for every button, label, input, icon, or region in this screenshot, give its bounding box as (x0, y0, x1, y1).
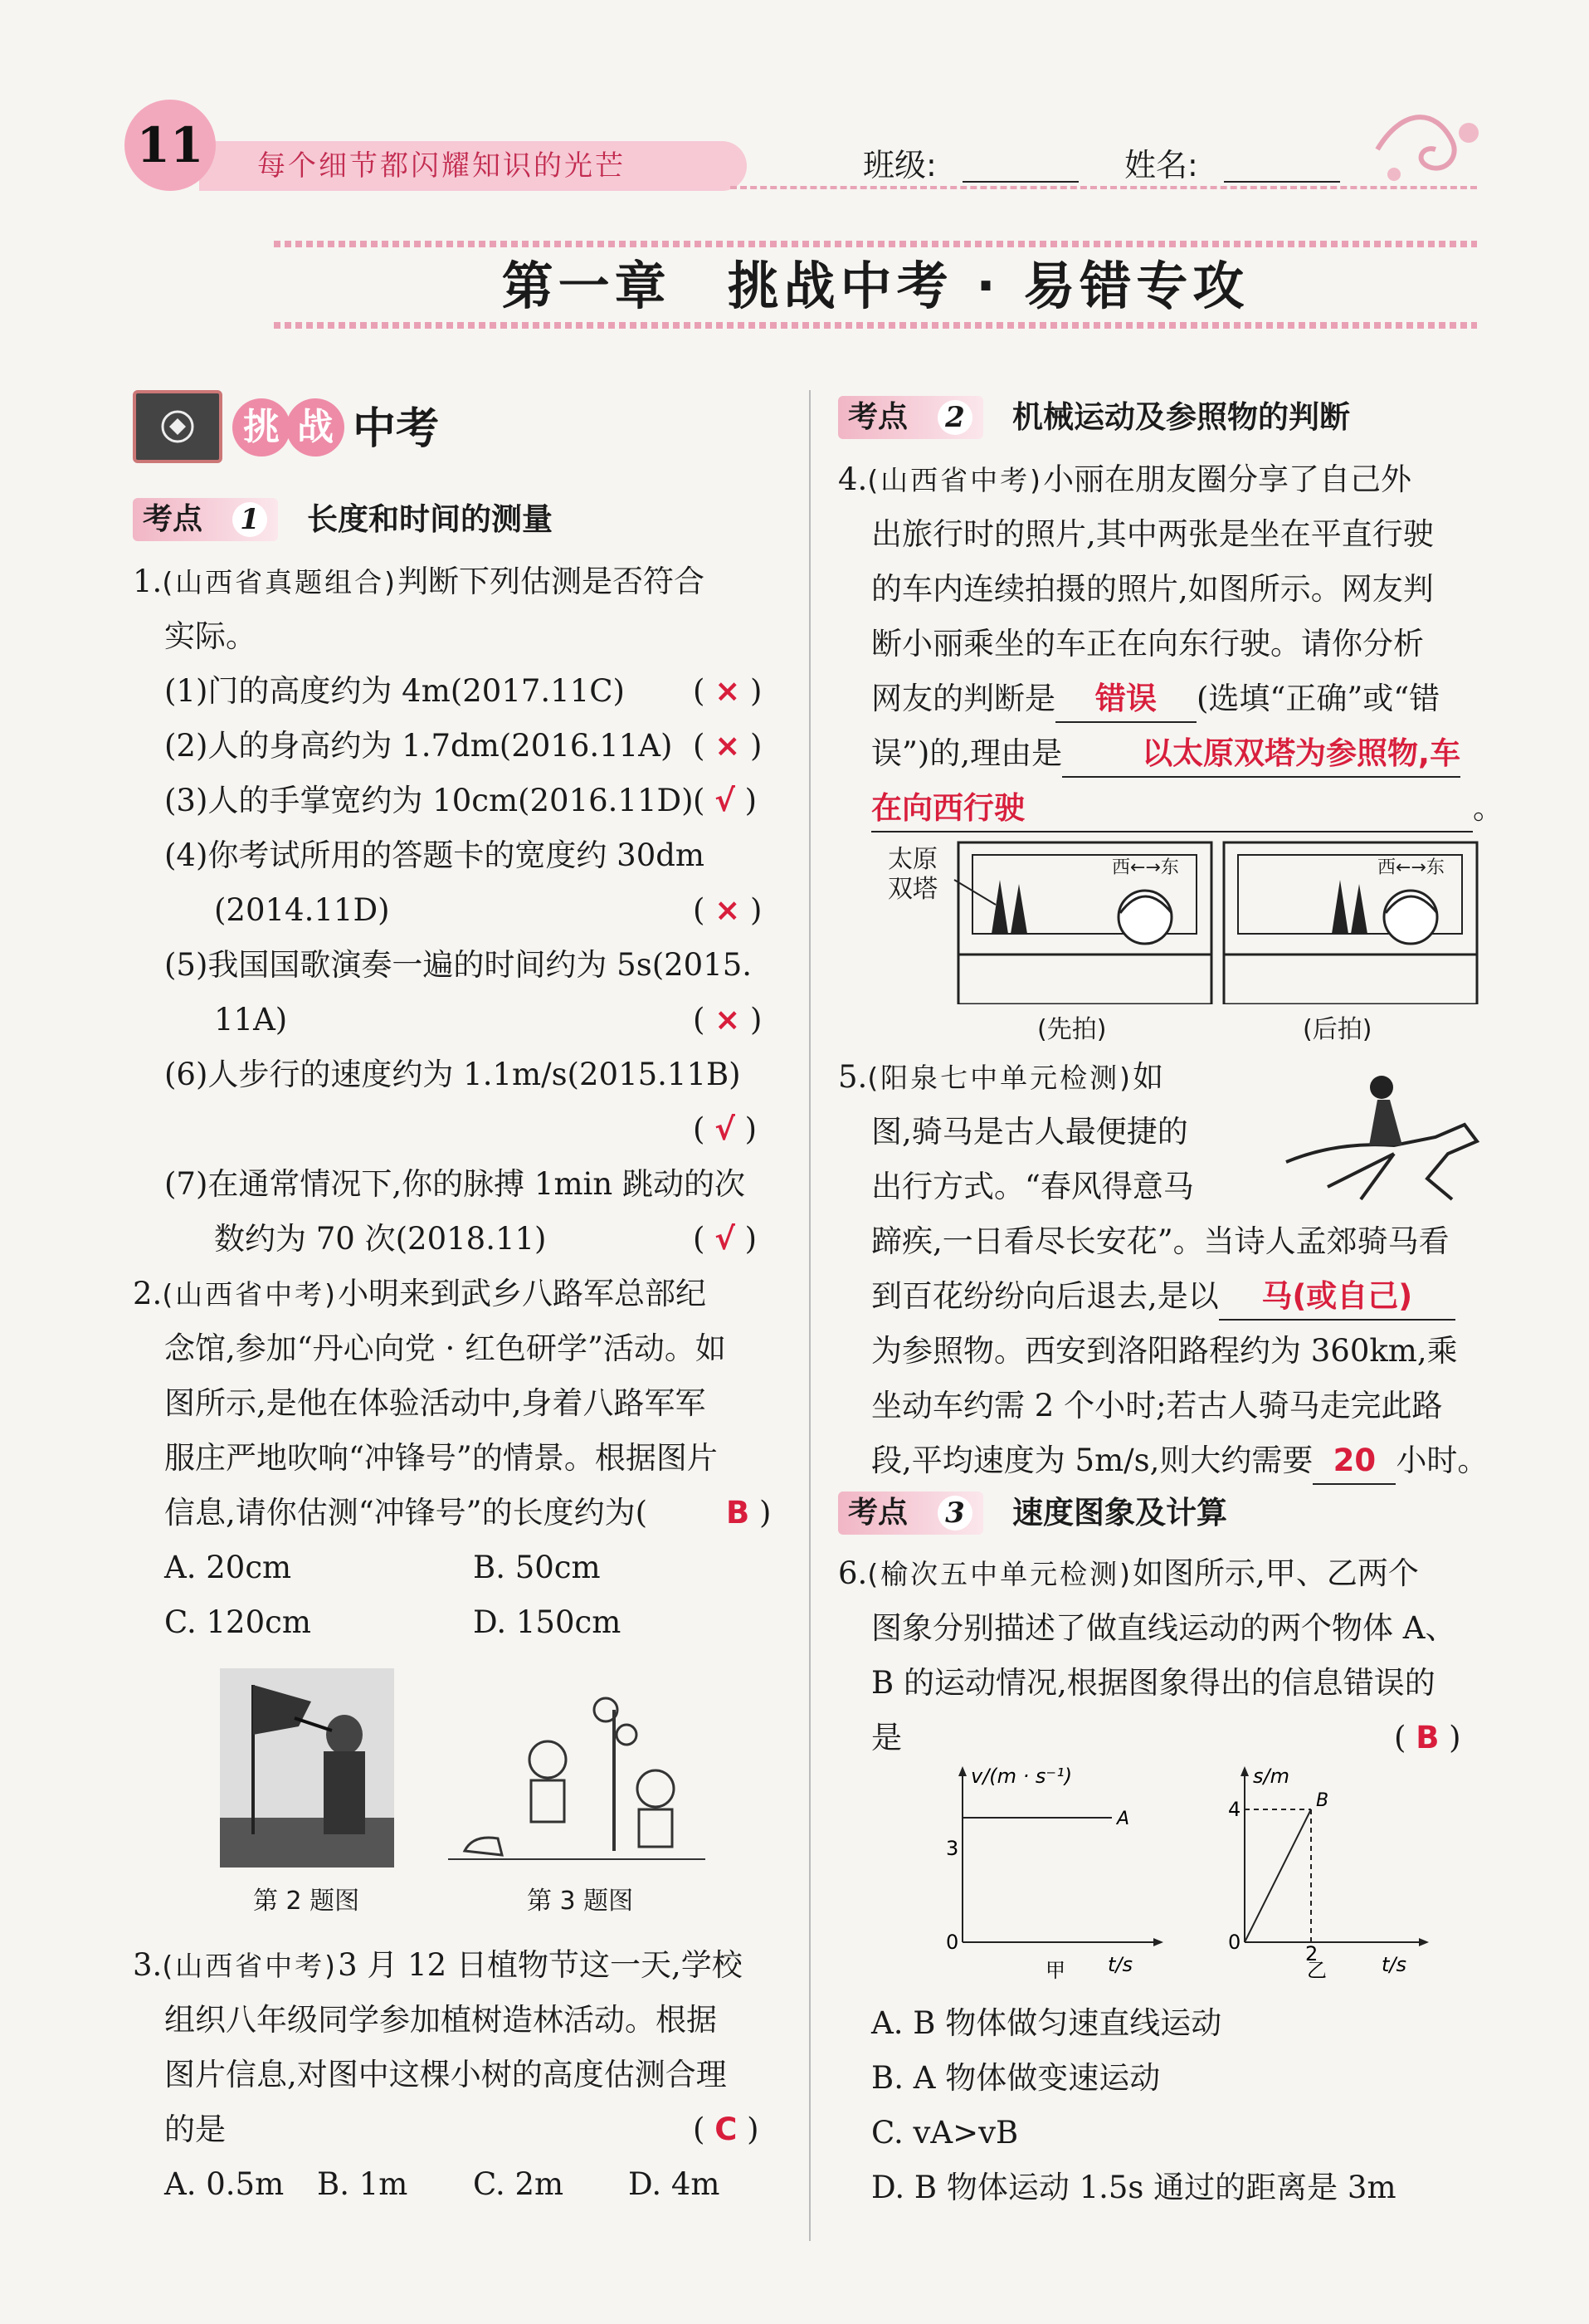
q5-line-3: 出行方式。“春风得意马 (871, 1169, 1194, 1204)
origin-label: 0 (946, 1931, 959, 1954)
question-3-stem: 3.(山西省中考)3 月 12 日植物节这一天,学校 (133, 1947, 743, 1983)
q6-line-3: B 的运动情况,根据图象得出的信息错误的 (871, 1665, 1435, 1701)
class-field[interactable] (963, 143, 1079, 183)
q4-line-2: 出旅行时的照片,其中两张是坐在平直行驶 (871, 516, 1434, 552)
direction-label-2: 西←→东 (1377, 857, 1445, 878)
y-tick-label: 3 (946, 1837, 959, 1860)
q6-answer: ( B ) (1394, 1720, 1461, 1755)
q6-option-d: D. B 物体运动 1.5s 通过的距离是 3m (871, 2170, 1396, 2205)
q3-line-4: 的是 (164, 2112, 226, 2147)
series-b-label: B (1316, 1790, 1329, 1811)
q1-item-1-answer: ( × ) (693, 673, 763, 709)
title-border-bottom (274, 322, 1477, 329)
q1-item-1: (1)门的高度约为 4m(2017.11C) (164, 673, 625, 709)
caption: 甲 (1046, 1959, 1065, 1982)
q5-line-4: 蹄疾,一日看尽长安花”。当诗人孟郊骑马看 (871, 1223, 1450, 1259)
q4-blank-2[interactable]: 以太原双塔为参照物,车 (1062, 731, 1460, 778)
x-axis-label: t/s (1382, 1953, 1406, 1976)
q5-blank-2[interactable]: 20 (1313, 1438, 1396, 1485)
graph-yi (1211, 1760, 1460, 1984)
q2-line-4: 服庄严地吹响“冲锋号”的情景。根据图片 (164, 1440, 718, 1476)
caption-second-photo: (后拍) (1303, 1015, 1372, 1044)
q5-line-6: 为参照物。西安到洛阳路程约为 360km,乘 (871, 1333, 1458, 1369)
q2-option-c: C. 120cm (164, 1604, 311, 1640)
section-title-2: 机械运动及参照物的判断 (1012, 399, 1350, 435)
x-axis-arrow (1153, 1938, 1163, 1946)
q1-item-6: (6)人步行的速度约为 1.1m/s(2015.11B) (164, 1057, 741, 1092)
badge-char-1: 挑 (232, 398, 290, 456)
section-badge-1 (133, 498, 278, 541)
tower-label: 太原双塔 (888, 845, 938, 904)
graph-jia (929, 1760, 1178, 1984)
badge-text: 中考 (353, 404, 440, 454)
q2-line-3: 图所示,是他在体验活动中,身着八路军军 (164, 1385, 706, 1421)
ornament-icon (1369, 100, 1485, 191)
q2-line-5: 信息,请你估测“冲锋号”的长度约为( (164, 1495, 648, 1531)
question-4-stem: 4.(山西省中考)小丽在朋友圈分享了自己外 (838, 461, 1412, 497)
chapter-title: 第一章 挑战中考 · 易错专攻 (501, 256, 1250, 316)
q2-line-2: 念馆,参加“丹心向党 · 红色研学”活动。如 (164, 1330, 726, 1366)
q4-line-5: 网友的判断是 错误 (选填“正确”或“错 (871, 671, 1440, 726)
question-2-stem: 2.(山西省中考)小明来到武乡八路军总部纪 (133, 1276, 707, 1311)
y-tick-label: 4 (1228, 1798, 1241, 1821)
q3-option-a: A. 0.5m (164, 2166, 285, 2202)
q2-figure-caption: 第 2 题图 (253, 1887, 360, 1916)
tree-planting-illustration (448, 1685, 705, 1868)
q1-item-5-line2: 11A) (214, 1002, 288, 1038)
q1-item-4-line2: (2014.11D) (214, 892, 390, 928)
q1-item-5-answer: ( × ) (693, 1002, 763, 1038)
q3-option-b: B. 1m (317, 2166, 408, 2202)
q6-option-b: B. A 物体做变速运动 (871, 2060, 1161, 2096)
q6-option-a: A. B 物体做匀速直线运动 (871, 2005, 1222, 2041)
section-badge-3: 考点 3 (838, 1492, 983, 1535)
y-axis-arrow (1240, 1766, 1249, 1776)
title-border-top (274, 241, 1477, 247)
q6-option-c: C. vA>vB (871, 2115, 1019, 2151)
q2-option-d: D. 150cm (473, 1604, 621, 1640)
q3-line-2: 组织八年级同学参加植树造林活动。根据 (164, 2002, 717, 2038)
question-5-stem: 5.(阳泉七中单元检测)如 (838, 1059, 1164, 1095)
page-number: 11 (124, 100, 216, 191)
q5-line-8: 段,平均速度为 5m/s,则大约需要 20 小时。 (871, 1433, 1488, 1488)
column-divider (809, 390, 811, 2241)
q1-item-3: (3)人的手掌宽约为 10cm(2016.11D) (164, 783, 694, 818)
question-1-stem-line2: 实际。 (164, 618, 256, 654)
section-title-3: 速度图象及计算 (1012, 1495, 1227, 1531)
q3-line-3: 图片信息,对图中这棵小树的高度估测合理 (164, 2057, 727, 2092)
section-badge-2: 考点 2 (838, 396, 983, 439)
q4-line-7: 在向西行驶 。 (871, 781, 1504, 836)
q1-item-3-answer: ( √ ) (693, 783, 758, 818)
q4-line-4: 断小丽乘坐的车正在向东行驶。请你分析 (871, 626, 1424, 662)
x-tick-label: 2 (1305, 1942, 1318, 1965)
direction-label-1: 西←→东 (1112, 857, 1179, 878)
q1-item-7-answer: ( √ ) (693, 1221, 758, 1257)
header-slogan: 每个细节都闪耀知识的光芒 (199, 141, 747, 191)
question-6-stem: 6.(榆次五中单元检测)如图所示,甲、乙两个 (838, 1555, 1419, 1591)
q2-option-b: B. 50cm (473, 1550, 601, 1585)
q6-line-4: 是 (871, 1720, 902, 1755)
q4-line-3: 的车内连续拍摄的照片,如图所示。网友判 (871, 571, 1434, 607)
question-1-stem (133, 554, 704, 610)
horse-rider-illustration (1270, 1062, 1494, 1204)
q2-option-a: A. 20cm (164, 1550, 292, 1585)
q4-blank-2-cont[interactable]: 在向西行驶 (871, 786, 1473, 832)
q5-line-5: 到百花纷纷向后退去,是以 马(或自己) (871, 1269, 1455, 1324)
q1-item-7-line2: 数约为 70 次(2018.11) (214, 1221, 547, 1257)
x-axis-arrow (1419, 1938, 1429, 1946)
q1-item-7: (7)在通常情况下,你的脉搏 1min 跳动的次 (164, 1166, 745, 1202)
blackboard-icon (133, 390, 222, 463)
y-axis-label: v/(m · s⁻¹) (971, 1765, 1073, 1788)
q1-item-2: (2)人的身高约为 1.7dm(2016.11A) (164, 728, 673, 764)
q6-line-2: 图象分别描述了做直线运动的两个物体 A、 (871, 1610, 1456, 1646)
q3-option-c: C. 2m (473, 2166, 564, 2202)
q5-line-7: 坐动车约需 2 个小时;若古人骑马走完此路 (871, 1388, 1443, 1423)
class-label: 班级: (863, 147, 937, 183)
q2-answer: B ) (726, 1495, 772, 1531)
q3-option-d: D. 4m (628, 2166, 720, 2202)
q5-blank-1[interactable]: 马(或自己) (1219, 1274, 1455, 1321)
question-text: 判断下列估测是否符合 (397, 564, 705, 599)
bugler-photo (220, 1668, 394, 1868)
q4-blank-1[interactable]: 错误 (1055, 676, 1197, 723)
badge-char-2: 战 (286, 398, 344, 456)
q1-item-4-answer: ( × ) (693, 892, 763, 928)
section-number: 1 (232, 502, 267, 537)
caption-first-photo: (先拍) (1037, 1015, 1107, 1044)
section-label: 考点 (143, 502, 203, 536)
q1-item-4: (4)你考试所用的答题卡的宽度约 30dm (164, 837, 705, 873)
series-b-line (1245, 1809, 1311, 1942)
name-field[interactable] (1224, 143, 1340, 183)
name-label: 姓名: (1124, 147, 1198, 183)
header-dashed-line (730, 186, 1477, 189)
q3-figure-caption: 第 3 题图 (527, 1887, 634, 1916)
q1-item-6-answer: ( √ ) (693, 1111, 758, 1147)
origin-label: 0 (1228, 1931, 1241, 1954)
q1-item-2-answer: ( × ) (693, 728, 763, 764)
q3-answer: ( C ) (693, 2112, 759, 2147)
y-axis-label: s/m (1253, 1765, 1289, 1788)
x-axis-label: t/s (1108, 1953, 1133, 1976)
q1-item-5: (5)我国国歌演奏一遍的时间约为 5s(2015. (164, 947, 753, 983)
question-number: 1. (133, 564, 163, 599)
section-title-1: 长度和时间的测量 (307, 501, 553, 537)
q5-line-2: 图,骑马是古人最便捷的 (871, 1114, 1188, 1150)
caption: 乙 (1307, 1959, 1327, 1982)
question-source: (山西省真题组合) (162, 566, 398, 598)
q4-line-6: 误”)的,理由是 以太原双塔为参照物,车 (871, 726, 1460, 781)
y-axis-arrow (958, 1766, 967, 1776)
series-a-label: A (1117, 1809, 1130, 1829)
